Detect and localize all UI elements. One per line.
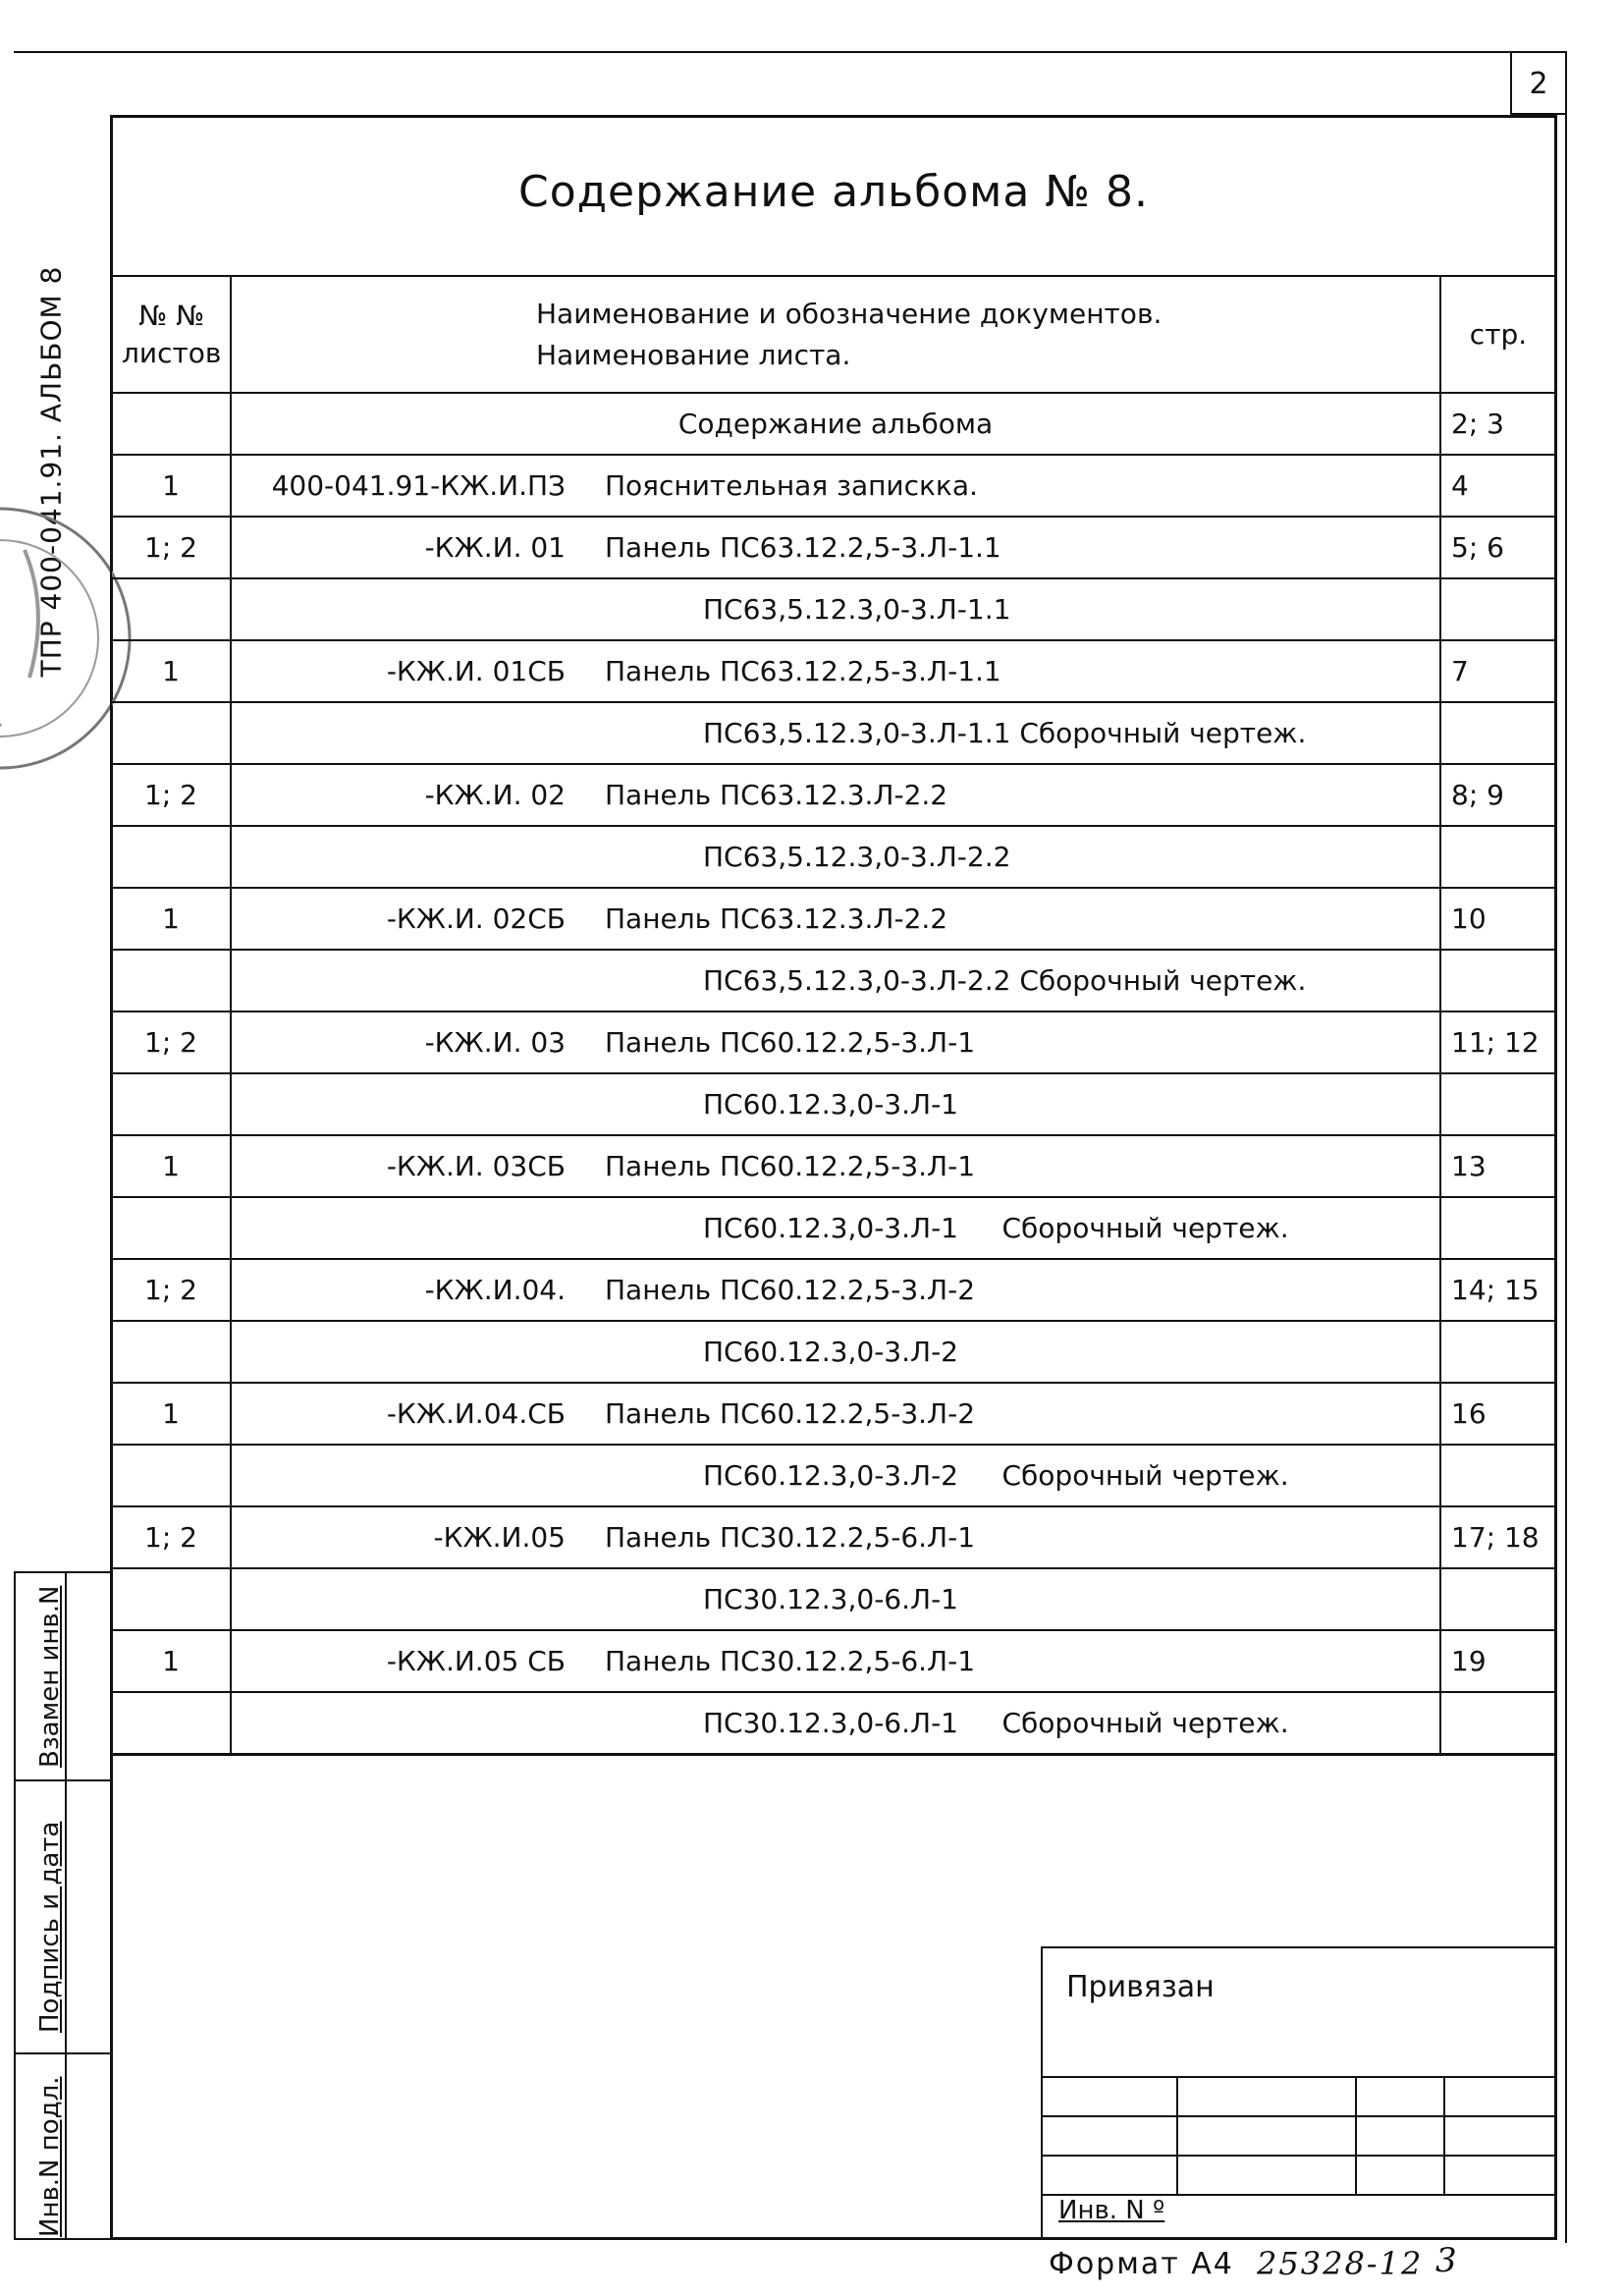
header-name-line1: Наименование и обозначение документов. [536, 297, 1163, 330]
row-name [231, 950, 1440, 1011]
table-row [111, 1135, 1556, 1197]
row-name [231, 455, 1440, 517]
row-name [231, 578, 1440, 640]
row-name [231, 1568, 1440, 1630]
row-sheets: 1 [111, 888, 231, 950]
table-row [111, 1259, 1556, 1321]
page-number-box [1510, 51, 1565, 115]
order-number: 25328-12 [1257, 2245, 1424, 2282]
row-name [231, 1073, 1440, 1135]
row-code: -КЖ.И. 03СБ [386, 1150, 566, 1182]
row-text: Панель ПС63.12.2,5-3.Л-1.1 [605, 655, 1001, 687]
header-sheets [111, 276, 231, 393]
table-row [111, 578, 1556, 640]
side-stamp-strip [14, 1571, 110, 2240]
row-text: Панель ПС30.12.2,5-6.Л-1 [605, 1521, 976, 1554]
row-sheets: 1; 2 [111, 1011, 231, 1073]
table-header-row [111, 276, 1556, 393]
handwritten-sheet-number: 3 [1435, 2241, 1457, 2280]
row-text: ПС63,5.12.3,0-3.Л-2.2 [703, 841, 1011, 873]
row-sheets: 1 [111, 1383, 231, 1445]
album-side-title: ТПР 400-041.91. АЛЬБОМ 8 [34, 265, 68, 678]
row-page: 10 [1440, 888, 1556, 950]
row-page [1440, 1321, 1556, 1383]
row-sheets [111, 1445, 231, 1506]
row-code: -КЖ.И. 02 [424, 779, 566, 811]
header-page: стр. [1440, 276, 1556, 393]
row-sheets: 1 [111, 1135, 231, 1197]
row-text: ПС63,5.12.3,0-3.Л-1.1 Сборочный чертеж. [703, 717, 1307, 749]
row-code: 400-041.91-КЖ.И.ПЗ [271, 469, 566, 502]
row-code: -КЖ.И. 01 [424, 531, 566, 564]
row-page: 16 [1440, 1383, 1556, 1445]
row-text: Панель ПС63.12.2,5-3.Л-1.1 [605, 531, 1001, 564]
row-name [231, 888, 1440, 950]
header-name-line2: Наименование листа. [536, 338, 851, 371]
row-name [231, 1197, 1440, 1259]
row-sheets: 1 [111, 455, 231, 517]
row-text: ПС63,5.12.3,0-3.Л-1.1 [703, 593, 1011, 626]
row-page [1440, 950, 1556, 1011]
row-text: Панель ПС60.12.2,5-3.Л-1 [605, 1150, 976, 1182]
row-page: 14; 15 [1440, 1259, 1556, 1321]
row-name [231, 1383, 1440, 1445]
row-code: -КЖ.И.05 СБ [386, 1645, 566, 1677]
stamp-bound-label: Привязан [1066, 1970, 1215, 2004]
row-text: ПС30.12.3,0-6.Л-1 [703, 1583, 958, 1615]
row-text: Панель ПС60.12.2,5-3.Л-1 [605, 1026, 976, 1059]
row-page: 13 [1440, 1135, 1556, 1197]
signature-date-label: Подпись и дата [35, 1821, 65, 2033]
row-sheets: 1 [111, 1630, 231, 1692]
row-name [231, 1321, 1440, 1383]
row-page [1440, 702, 1556, 764]
table-row [111, 455, 1556, 517]
row-code: -КЖ.И.05 [433, 1521, 566, 1554]
row-page [1440, 578, 1556, 640]
format-label: Формат А4 [1049, 2247, 1234, 2281]
document-title: Содержание альбома № 8. [517, 167, 1150, 217]
table-row [111, 1568, 1556, 1630]
row-text: ПС60.12.3,0-3.Л-2 [703, 1336, 958, 1368]
original-inv-label: Инв.N подл. [35, 2076, 65, 2237]
row-text: Панель ПС60.12.2,5-3.Л-2 [605, 1274, 976, 1306]
row-name [231, 1692, 1440, 1755]
row-page [1440, 1073, 1556, 1135]
table-row [111, 517, 1556, 578]
table-row [111, 950, 1556, 1011]
row-sheets [111, 702, 231, 764]
row-name [231, 826, 1440, 888]
row-sheets [111, 1692, 231, 1755]
table-row [111, 1073, 1556, 1135]
row-page: 11; 12 [1440, 1011, 1556, 1073]
header-sheets-label: № № листов [122, 299, 222, 369]
row-name [231, 1445, 1440, 1506]
row-page: 4 [1440, 455, 1556, 517]
table-row [111, 888, 1556, 950]
row-page [1440, 1197, 1556, 1259]
row-text: ПС60.12.3,0-3.Л-1 [703, 1088, 958, 1121]
row-sheets [111, 826, 231, 888]
row-text: ПС60.12.3,0-3.Л-1 Сборочный чертеж. [703, 1212, 1289, 1244]
page-number: 2 [1529, 67, 1548, 101]
row-sheets [111, 1197, 231, 1259]
row-name [231, 1135, 1440, 1197]
table-row [111, 1383, 1556, 1445]
row-name [231, 393, 1440, 455]
row-page: 5; 6 [1440, 517, 1556, 578]
row-sheets: 1; 2 [111, 764, 231, 826]
row-sheets: 1 [111, 640, 231, 702]
row-page [1440, 826, 1556, 888]
row-page: 8; 9 [1440, 764, 1556, 826]
row-name [231, 1630, 1440, 1692]
table-row [111, 1445, 1556, 1506]
row-name [231, 702, 1440, 764]
table-row [111, 1692, 1556, 1755]
row-sheets: 1; 2 [111, 1506, 231, 1568]
stamp-inv-label: Инв. N º [1058, 2196, 1165, 2225]
header-name [231, 276, 1440, 393]
row-page: 2; 3 [1440, 393, 1556, 455]
row-code: -КЖ.И. 02СБ [386, 902, 566, 935]
table-row [111, 640, 1556, 702]
row-page [1440, 1445, 1556, 1506]
row-code: -КЖ.И.04. [424, 1274, 566, 1306]
binding-stamp [1041, 1946, 1557, 2240]
row-code: -КЖ.И.04.СБ [386, 1397, 566, 1430]
row-code: -КЖ.И. 01СБ [386, 655, 566, 687]
table-row [111, 764, 1556, 826]
row-name [231, 1259, 1440, 1321]
table-row [111, 1321, 1556, 1383]
row-text: ПС63,5.12.3,0-3.Л-2.2 Сборочный чертеж. [703, 964, 1307, 997]
row-sheets: 1; 2 [111, 517, 231, 578]
contents-table [110, 275, 1557, 1756]
row-text: Панель ПС30.12.2,5-6.Л-1 [605, 1645, 976, 1677]
table-row [111, 826, 1556, 888]
row-text: Панель ПС60.12.2,5-3.Л-2 [605, 1397, 976, 1430]
row-page [1440, 1568, 1556, 1630]
row-sheets [111, 578, 231, 640]
row-text: Пояснительная запискка. [605, 469, 978, 502]
table-row [111, 1506, 1556, 1568]
table-row [111, 702, 1556, 764]
row-name [231, 640, 1440, 702]
row-sheets [111, 1321, 231, 1383]
table-row [111, 1011, 1556, 1073]
row-sheets [111, 1073, 231, 1135]
row-text: Панель ПС63.12.3.Л-2.2 [605, 779, 948, 811]
row-sheets [111, 1568, 231, 1630]
row-sheets: 1; 2 [111, 1259, 231, 1321]
row-page: 17; 18 [1440, 1506, 1556, 1568]
row-sheets [111, 393, 231, 455]
row-name [231, 517, 1440, 578]
row-page: 7 [1440, 640, 1556, 702]
table-row [111, 393, 1556, 455]
row-name [231, 764, 1440, 826]
row-name [231, 1011, 1440, 1073]
replace-inv-label: Взамен инв.N [35, 1585, 65, 1768]
row-code: -КЖ.И. 03 [424, 1026, 566, 1059]
row-text: ПС60.12.3,0-3.Л-2 Сборочный чертеж. [703, 1459, 1289, 1492]
row-page [1440, 1692, 1556, 1755]
row-text: Панель ПС63.12.3.Л-2.2 [605, 902, 948, 935]
row-name [231, 1506, 1440, 1568]
row-text: ПС30.12.3,0-6.Л-1 Сборочный чертеж. [703, 1707, 1289, 1739]
table-row [111, 1197, 1556, 1259]
row-page: 19 [1440, 1630, 1556, 1692]
row-text: Содержание альбома [677, 408, 994, 440]
table-row [111, 1630, 1556, 1692]
row-sheets [111, 950, 231, 1011]
